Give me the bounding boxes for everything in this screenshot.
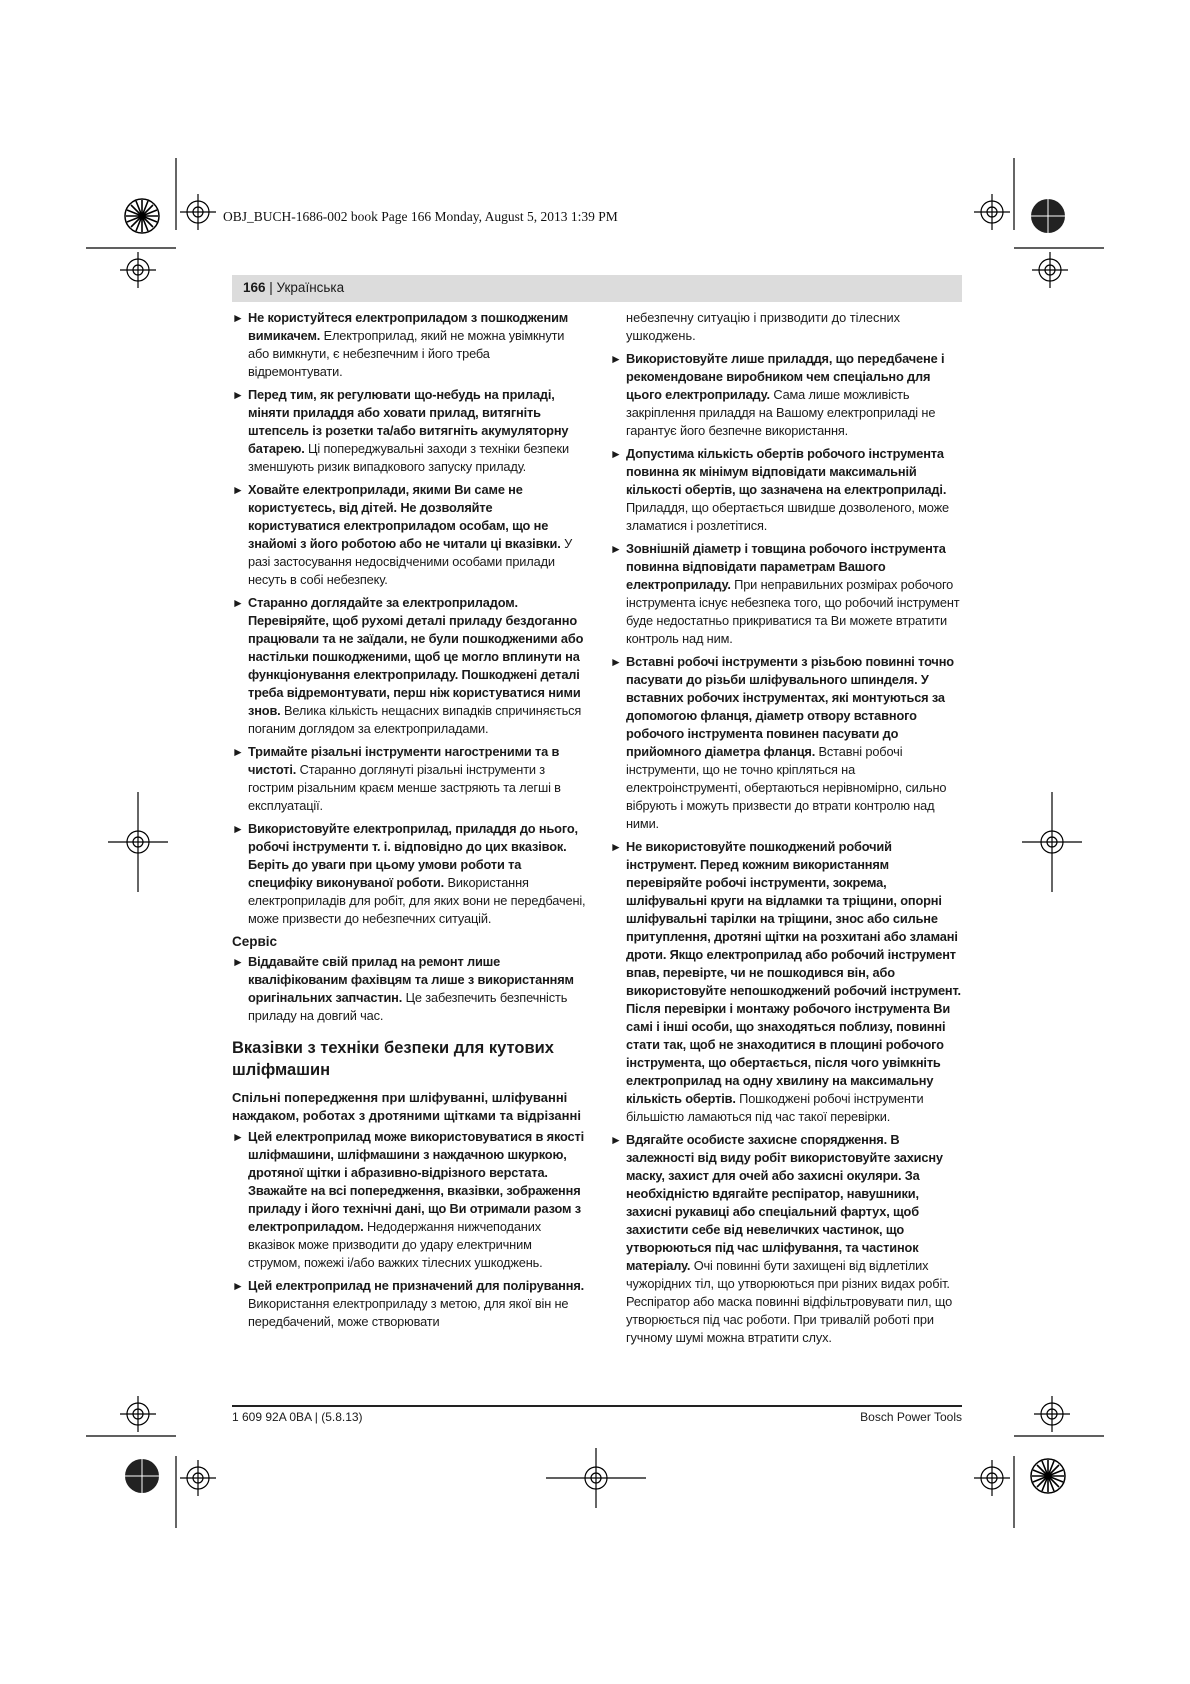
reg-right-mid xyxy=(1022,792,1082,892)
bullet-arrow-icon: ► xyxy=(232,1130,244,1144)
solid-target-top-right xyxy=(1031,199,1065,233)
footer-code: 1 609 92A 0BA | (5.8.13) xyxy=(232,1410,363,1424)
item-normal-text: Старанно доглянуті різальні інструменти з гострим різальним краєм менше застряють та легші в експлуатації. xyxy=(248,762,561,813)
item-normal-text: Використання електроприладів для робіт, для яких вони не передбачені, може призвести до небезпечних ситуацій. xyxy=(248,875,586,926)
reg-bottom-center xyxy=(546,1448,646,1508)
item-normal-text: Сама лише можливість закріплення приладдя на Вашому електроприладі не гарантує його безпечне використання. xyxy=(626,387,936,438)
item-bold-text: Старанно доглядайте за електроприладом. Перевіряйте, щоб рухомі деталі приладу бездоганно працювали та не заїдали, не були пошкодженими або настільки пошкодженими, щоб це могло вплинути на функціонування електроприладу. Пошкоджені деталі треба відремонтувати, перш ніж користуватися ними знов. xyxy=(248,595,584,718)
reg-right-bottom xyxy=(1034,1396,1070,1432)
safety-item xyxy=(610,445,964,535)
left-column xyxy=(232,309,586,1336)
section-title: Вказівки з техніки безпеки для кутових шліфмашин xyxy=(232,1039,554,1079)
left-items-b xyxy=(232,1128,586,1331)
right-column xyxy=(610,309,964,1352)
reg-bottom-left xyxy=(180,1460,216,1496)
item-normal-text: Електроприлад, який не можна увімкнути або вимкнути, є небезпечним і його треба відремонтувати. xyxy=(248,328,565,379)
item-normal-text: Велика кількість нещасних випадків спричиняється поганим доглядом за електроприладами. xyxy=(248,703,582,736)
star-target-bottom-right xyxy=(1031,1459,1065,1493)
header-language: Українська xyxy=(276,280,345,295)
item-bold-text: Цей електроприлад не призначений для полірування. xyxy=(248,1278,585,1293)
left-items-a xyxy=(232,309,586,928)
header-text xyxy=(243,280,344,295)
bullet-arrow-icon: ► xyxy=(232,311,244,325)
bullet-arrow-icon: ► xyxy=(610,655,622,669)
safety-item xyxy=(610,540,964,648)
item-bold-text: Цей електроприлад може використовуватися в якості шліфмашини, шліфмашини з наждачною шкуркою, дротяної щітки і абразивно-відрізного верстата. Зважайте на всі попередження, вказівки, зображення приладу і його технічні дані, що Ви отримали разом з електроприладом. xyxy=(248,1129,585,1234)
item-bold-text: Використовуйте електроприлад, приладдя до нього, робочі інструменти т. і. відповідно до цих вказівок. Беріть до уваги при цьому умови роботи та специфіку виконуваної роботи. xyxy=(248,821,578,890)
item-bold-text: Віддавайте свій прилад на ремонт лише кваліфікованим фахівцям та лише з використанням оригінальних запчастин. xyxy=(248,954,574,1005)
subsection-title: Спільні попередження при шліфуванні, шліфуванні наждаком, роботах з дротяними щітками та відрізанні xyxy=(232,1090,581,1123)
print-slug: OBJ_BUCH-1686-002 book Page 166 Monday, August 5, 2013 1:39 PM xyxy=(223,209,618,224)
service-items xyxy=(232,953,586,1025)
item-bold-text: Не використовуйте пошкоджений робочий інструмент. Перед кожним використанням перевіряйте робочі інструменти, зокрема, шліфувальні круги на відламки та тріщини, опорні шліфувальні тарілки на тріщини, знос або сильне притуплення, дротяні щітки на розхитані або зламані дроти. Якщо електроприлад або робочий інструмент впав, перевірте, чи не пошкодився він, або використовуйте непошкоджений робочий інструмент. Після перевірки і монтажу робочого інструмента Ви самі і інші особи, що знаходяться поблизу, повинні стати так, щоб не знаходитися в площині робочого інструмента, що обертається, після чого увімкніть електроприлад на одну хвилину на максимальну кількість обертів. xyxy=(626,839,961,1106)
bullet-arrow-icon: ► xyxy=(232,1279,244,1293)
safety-item xyxy=(232,309,586,381)
safety-item xyxy=(610,1131,964,1347)
safety-item xyxy=(610,653,964,833)
safety-item xyxy=(232,594,586,738)
reg-bottom-right xyxy=(974,1460,1010,1496)
item-normal-text: Пошкоджені робочі інструменти більшістю ламаються під час такої перевірки. xyxy=(626,1091,924,1124)
footer-brand: Bosch Power Tools xyxy=(860,1410,962,1424)
reg-right-top xyxy=(1032,252,1068,288)
item-bold-text: Перед тим, як регулювати що-небудь на приладі, міняти приладдя або ховати прилад, витягніть штепсель із розетки та/або витягніть акумуляторну батарею. xyxy=(248,387,569,456)
item-normal-text: Ці попереджувальні заходи з техніки безпеки зменшують ризик випадкового запуску приладу. xyxy=(248,441,569,474)
bullet-arrow-icon: ► xyxy=(232,483,244,497)
bullet-arrow-icon: ► xyxy=(610,352,622,366)
reg-left-top xyxy=(120,252,156,288)
safety-item xyxy=(610,350,964,440)
safety-item xyxy=(232,386,586,476)
item-normal-text: Приладдя, що обертається швидше дозволеного, може зламатися і розлетітися. xyxy=(626,500,950,533)
bullet-arrow-icon: ► xyxy=(232,596,244,610)
bullet-arrow-icon: ► xyxy=(232,388,244,402)
bullet-arrow-icon: ► xyxy=(610,542,622,556)
bullet-arrow-icon: ► xyxy=(232,745,244,759)
bullet-arrow-icon: ► xyxy=(610,1133,622,1147)
safety-item xyxy=(232,1277,586,1331)
reg-top-left xyxy=(180,194,216,230)
item-bold-text: Допустима кількість обертів робочого інструмента повинна як мінімум відповідати максимальній кількості обертів, що зазначена на електроприладі. xyxy=(626,446,947,497)
safety-item xyxy=(232,481,586,589)
item-normal-text: Використання електроприладу з метою, для якої він не передбачений, може створювати xyxy=(248,1296,569,1329)
right-items xyxy=(610,350,964,1347)
item-bold-text: Тримайте різальні інструменти нагостреними та в чистоті. xyxy=(248,744,560,777)
item-bold-text: Використовуйте лише приладдя, що передбачене і рекомендоване виробником чем спеціально для цього електроприладу. xyxy=(626,351,945,402)
reg-top-right xyxy=(974,194,1010,230)
reg-left-bottom xyxy=(120,1396,156,1432)
solid-target-bottom-left xyxy=(125,1459,159,1493)
bullet-arrow-icon: ► xyxy=(232,955,244,969)
item-bold-text: Ховайте електроприлади, якими Ви саме не користуєтесь, від дітей. Не дозволяйте користуватися електроприладом особам, що не знайомі з його роботою або не читали ці вказівки. xyxy=(248,482,561,551)
item-bold-text: Вставні робочі інструменти з різьбою повинні точно пасувати до різьби шліфувального шпинделя. У вставних робочих інструментах, які монтуються за допомогою фланця, діаметр отвору вставного робочого інструмента повинен пасувати до прийомного діаметра фланця. xyxy=(626,654,954,759)
item-bold-text: Не користуйтеся електроприладом з пошкодженим вимикачем. xyxy=(248,310,569,343)
safety-item xyxy=(610,838,964,1126)
item-bold-text: Зовнішній діаметр і товщина робочого інструмента повинна відповідати параметрам Вашого електроприладу. xyxy=(626,541,946,592)
bullet-arrow-icon: ► xyxy=(232,822,244,836)
safety-item xyxy=(232,1128,586,1272)
item-normal-text: При неправильних розмірах робочого інструмента існує небезпека того, що робочий інструмент буде недостатньо прикриватися та Ви можете втратити контроль над ним. xyxy=(626,577,960,646)
item-normal-text: У разі застосування недосвідченими особами прилади несуть в собі небезпеку. xyxy=(248,536,573,587)
safety-item xyxy=(232,820,586,928)
item-bold-text: Вдягайте особисте захисне спорядження. В залежності від виду робіт використовуйте захисну маску, захист для очей або захисні окуляри. За необхідністю вдягайте респіратор, навушники, захисні рукавиці або спеціальний фартух, щоб захистити себе від невеличких частинок, що утворюються під час шліфування, та частинок матеріалу. xyxy=(626,1132,943,1273)
footer-rule xyxy=(232,1405,962,1407)
bullet-arrow-icon: ► xyxy=(610,840,622,854)
safety-item xyxy=(232,953,586,1025)
item-normal-text: Очі повинні бути захищені від відлетілих чужорідних тіл, що утворюються при різних видах робіт. Респіратор або маска повинні відфільтровувати пил, що утворюється під час роботи. При тривалій роботі при гучному шумі можна втратити слух. xyxy=(626,1258,953,1345)
safety-item xyxy=(232,743,586,815)
reg-left-mid xyxy=(108,792,168,892)
item-normal-text: Вставні робочі інструменти, що не точно кріпляться на електроінструменті, обертаються нерівномірно, сильно вібрують і можуть призвести до втрати контролю над ними. xyxy=(626,744,947,831)
star-target-top-left xyxy=(125,199,159,233)
item-normal-text: Недодержання нижчеподаних вказівок може призводити до удару електричним струмом, пожежі і/або важких тілесних ушкоджень. xyxy=(248,1219,543,1270)
continuation-text: небезпечну ситуацію і призводити до тілесних ушкоджень. xyxy=(626,310,901,343)
header-separator: | xyxy=(265,280,277,295)
bullet-arrow-icon: ► xyxy=(610,447,622,461)
item-normal-text: Це забезпечить безпечність приладу на довгий час. xyxy=(248,990,568,1023)
page-number: 166 xyxy=(243,280,266,295)
page-header xyxy=(232,275,962,302)
service-heading: Сервіс xyxy=(232,934,278,949)
